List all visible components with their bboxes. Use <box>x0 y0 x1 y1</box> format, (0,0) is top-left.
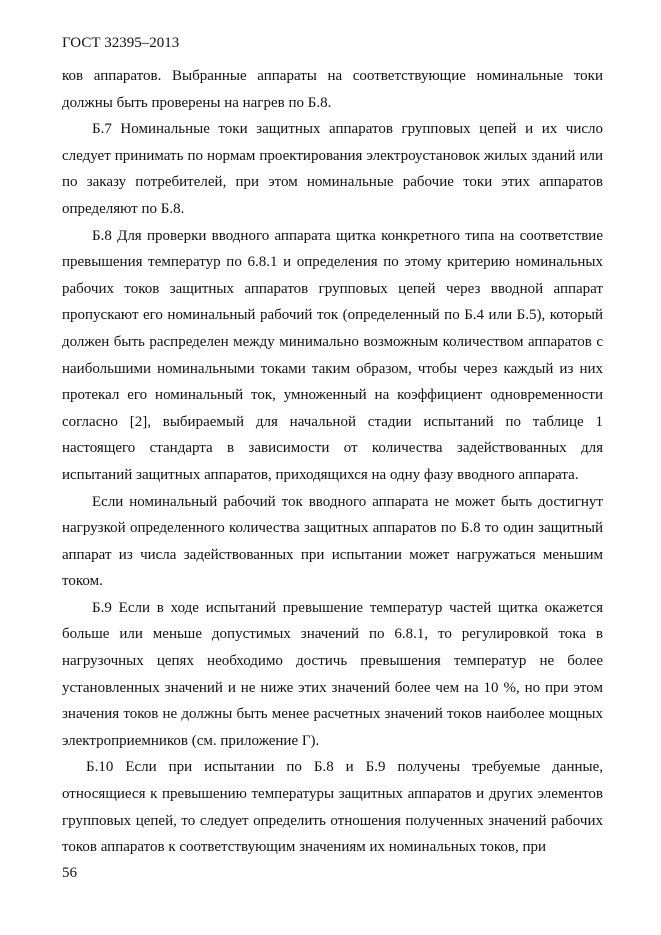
page-body <box>62 63 603 861</box>
paragraph-b10: Б.10 Если при испытании по Б.8 и Б.9 получены требуемые данные, относящиеся к превышению температуры защитных аппаратов и других элементов групповых цепей, то следует определить отношения полученных значений рабочих токов аппаратов к соответствующим значениям их номинальных токов, при <box>62 759 603 856</box>
paragraph-b8-note: Если номинальный рабочий ток вводного аппарата не может быть достигнут нагрузкой определенного количества защитных аппаратов по Б.8 то один защитный аппарат из числа задействованных при испытании может нагружаться меньшим током. <box>62 493 603 590</box>
document-header <box>62 33 179 53</box>
paragraph-b8: Б.8 Для проверки вводного аппарата щитка конкретного типа на соответствие превышения температур по 6.8.1 и определения по этому критерию номинальных рабочих токов защитных аппаратов групповых цепей через вводной аппарат пропускают его номинальный рабочий ток (определенный по Б.4 или Б.5), который должен быть распределен между минимально возможным количеством аппаратов с наибольшими номинальными токами таким образом, чтобы через каждый из них протекал его номинальный ток, умноженный на коэффициент одновременности согласно [2], выбираемый для начальной стадии испытаний по таблице 1 настоящего стандарта в зависимости от количества задействованных для испытаний защитных аппаратов, приходящихся на одну фазу вводного аппарата. <box>62 227 603 483</box>
paragraph-b9: Б.9 Если в ходе испытаний превышение температур частей щитка окажется больше или меньше допустимых значений по 6.8.1, то регулировкой тока в нагрузочных цепях необходимо достичь превышения температур не более установленных значений и не ниже этих значений более чем на 10 %, но при этом значения токов не должны быть менее расчетных значений токов наиболее мощных электроприемников (см. приложение Г). <box>62 599 603 749</box>
paragraph-continuation: ков аппаратов. Выбранные аппараты на соответствующие номинальные токи должны быть проверены на нагрев по Б.8. <box>62 68 603 111</box>
document-code: ГОСТ 32395–2013 <box>62 35 180 51</box>
page-number: 56 <box>62 865 77 881</box>
paragraph-b7: Б.7 Номинальные токи защитных аппаратов групповых цепей и их число следует принимать по нормам проектирования электроустановок жилых зданий или по заказу потребителей, при этом номинальные рабочие токи этих аппаратов определяют по Б.8. <box>62 121 603 217</box>
